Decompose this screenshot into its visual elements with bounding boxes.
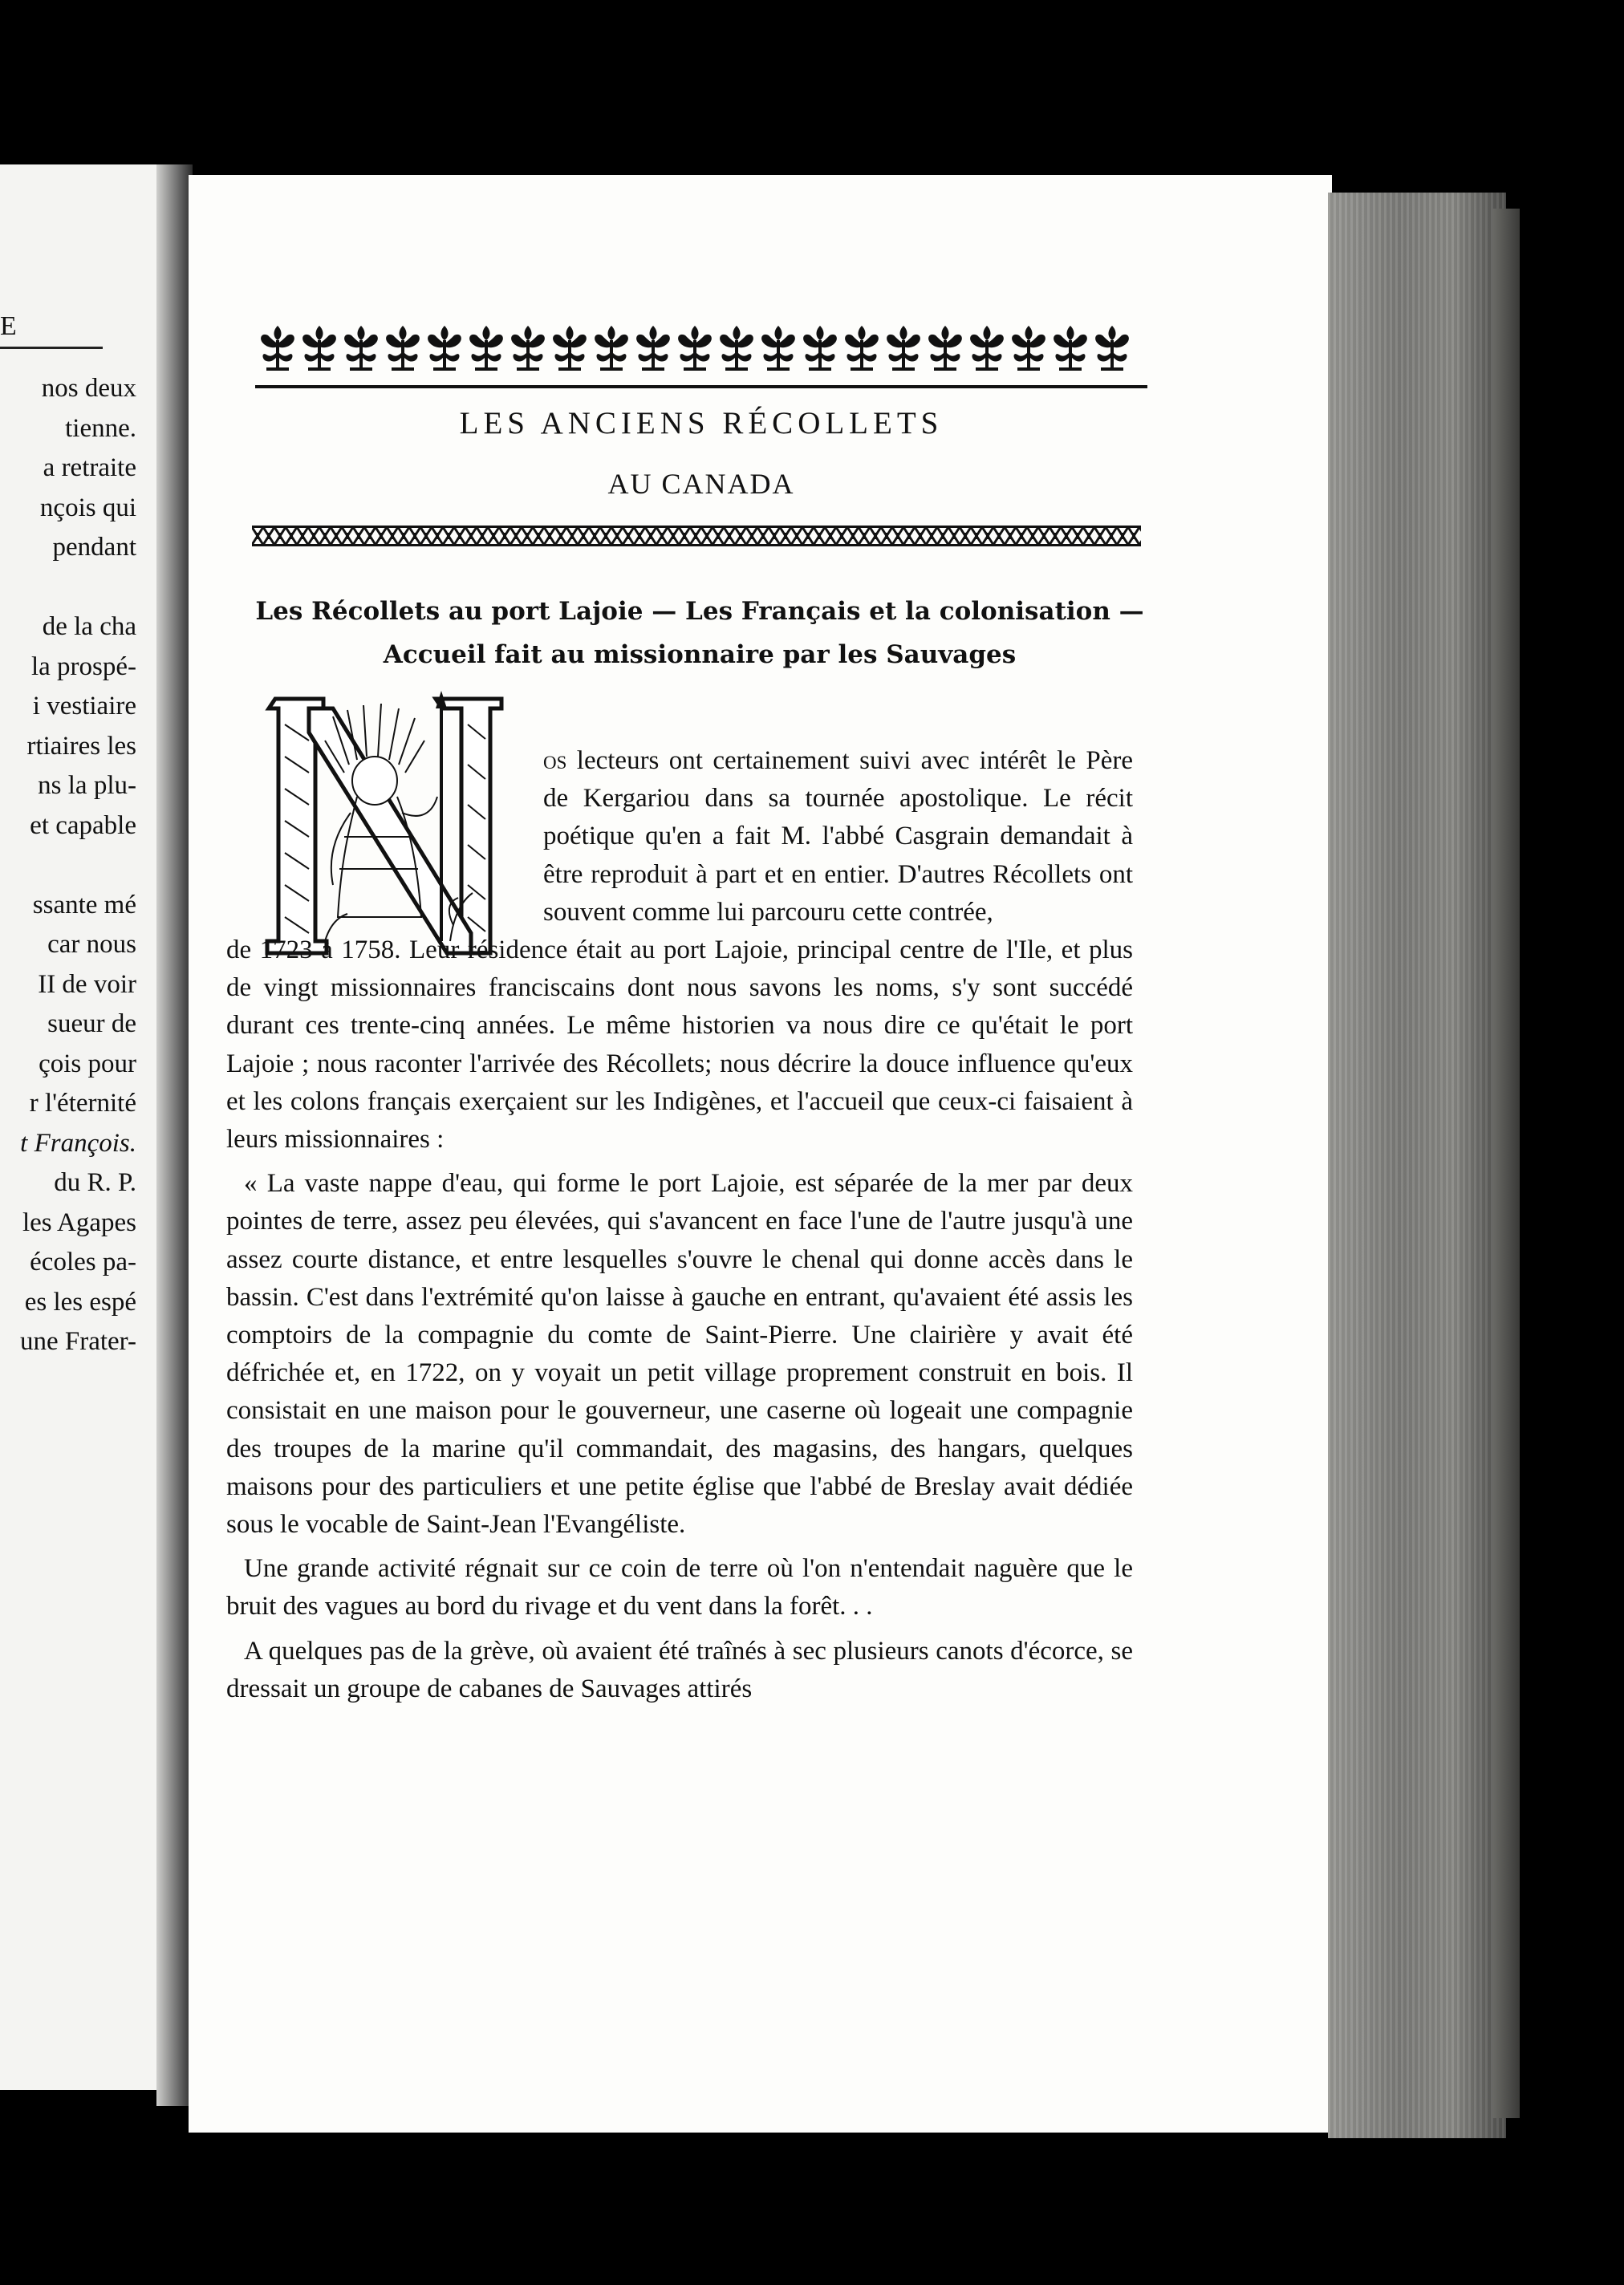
left-line: les Agapes [22, 1207, 136, 1237]
left-line [0, 846, 136, 886]
left-page-gutter [156, 164, 193, 2106]
left-line: çois pour [39, 1049, 136, 1078]
article-subtitle: AU CANADA [607, 468, 795, 500]
left-line: ssante mé [32, 890, 136, 919]
left-line: rtiaires les [26, 731, 136, 761]
left-line: nos deux [41, 374, 136, 403]
intro-lead: os [543, 746, 567, 775]
intro-paragraph [226, 742, 1133, 931]
quote-paragraph: Une grande activité régnait sur ce coin de terre où l'on n'entendait naguère que le bruit des vagues au bord du rivage et du vent dans la forêt. . . [226, 1554, 1133, 1621]
left-line: tienne. [65, 413, 136, 443]
quote-paragraph: « La vaste nappe d'eau, qui forme le port Lajoie, est séparée de la mer par deux pointes de terre, assez peu élevées, qui s'avancent en face l'une de l'autre jusqu'à une assez courte distance, et entre lesquelles s'ouvre le chenal qui donne accès dans le bassin. C'est dans l'extrémité qu'on laisse à gauche en entrant, qu'avaient été assis les comptoirs de la compagnie du comte de Saint-Pierre. Une clairière y avait été défrichée et, en 1722, on y voyait un petit village proprement construit en bois. Il consistait en une maison pour le gouverneur, une caserne où logeait une compagnie des troupes de la marine qu'il commandait, des magasins, des hangars, quelques maisons pour des particuliers et une petite église que l'abbé de Breslay avait dédiée sous le vocable de Saint-Jean l'Evangéliste. [226, 1169, 1133, 1540]
intro-continuation: de 1723 à 1758. Leur résidence était au port Lajoie, principal centre de l'Ile, et plus de vingt missionnaires franciscains dont nous savons les noms, s'y sont succédé durant ces trente-cinq années. Le même historien va nous dire ce qu'était le port Lajoie ; nous raconter l'arrivée des Récollets; nous décrire la douce influence qu'eux et les colons français exerçaient sur les Indigènes, et l'accueil que ceux-ci faisaient à leurs missionnaires : [226, 936, 1133, 1155]
left-line: car nous [47, 930, 136, 959]
left-line: la prospé- [30, 651, 136, 681]
left-line: r l'éternité [29, 1089, 136, 1118]
left-line: et capable [30, 810, 136, 840]
left-line: a retraite [43, 453, 136, 482]
left-line: pendant [52, 533, 136, 562]
left-line: sueur de [47, 1009, 136, 1038]
left-line: du R. P. [54, 1168, 136, 1197]
left-line: nçois qui [39, 493, 136, 522]
article-summary [255, 590, 1144, 676]
left-page-rule [0, 347, 103, 349]
page-edge [1328, 193, 1506, 2138]
fleuron-ornament [255, 318, 1147, 375]
ornament-rule [255, 385, 1147, 388]
quote-paragraph: A quelques pas de la grève, où avaient été traînés à sec plusieurs canots d'écorce, se dressait un groupe de cabanes de Sauvages attirés [226, 1636, 1133, 1703]
article-body [226, 742, 1133, 1708]
summary-line: Les Récollets au port Lajoie — Les Français et la colonisation — [255, 597, 1144, 626]
decorative-band [252, 526, 1141, 546]
left-page-text [0, 369, 136, 1362]
page-edge-shadow [1492, 209, 1520, 2118]
article-title: LES ANCIENS RÉCOLLETS [459, 406, 944, 440]
left-line: ns la plu- [38, 771, 136, 800]
left-line: une Frater- [19, 1327, 136, 1356]
intro-text: lecteurs ont certainement suivi avec intérêt le Père de Kergariou dans sa tournée apostolique. Le récit poétique qu'en a fait M. l'abbé Casgrain demandait à être reproduit à part et en entier. D'autres Récollets ont souvent comme lui parcouru cette contrée, [543, 746, 1133, 927]
left-page-header: E [0, 311, 17, 341]
left-line: écoles pa- [30, 1248, 136, 1276]
left-line: i vestiaire [32, 692, 136, 720]
left-line: es les espé [24, 1287, 136, 1317]
left-line: II de voir [38, 969, 136, 999]
left-line: t François. [20, 1128, 136, 1158]
left-line: de la cha [42, 612, 136, 641]
left-line [0, 568, 136, 608]
summary-line: Accueil fait au missionnaire par les Sauvages [383, 640, 1017, 669]
